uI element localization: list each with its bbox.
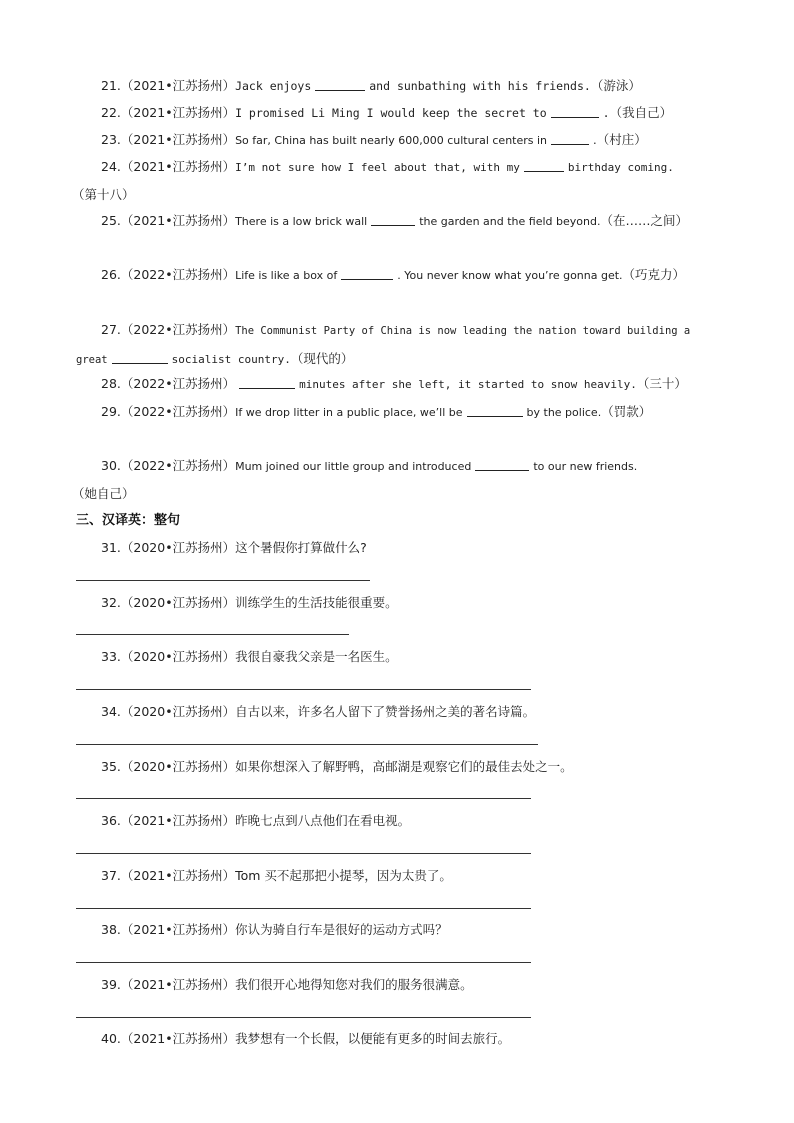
question-text: I promised Li Ming I would keep the secret to [235,106,547,120]
question-number: 29. [101,404,121,419]
question-text: 我们很开心地得知您对我们的服务很满意。 [235,977,473,992]
question-number: 35. [101,759,121,774]
answer-line[interactable] [76,853,531,854]
question-number: 36. [101,813,121,828]
question-34 [76,698,718,725]
question-26 [76,261,718,289]
question-source: （2021•江苏扬州） [120,159,236,174]
question-hint: （巧克力） [622,267,686,282]
question-39 [76,971,718,998]
question-text: 如果你想深入了解野鸭，高邮湖是观察它们的最佳去处之一。 [235,759,573,774]
answer-line[interactable] [76,962,531,963]
question-hint: （第十八） [72,187,135,202]
question-source: （2022•江苏扬州） [120,322,236,337]
question-number: 37. [101,868,121,883]
question-source: （2021•江苏扬州） [120,977,236,992]
question-number: 34. [101,704,121,719]
question-source: （2022•江苏扬州） [120,404,236,419]
question-23 [76,126,718,154]
question-38 [76,916,718,943]
answer-blank[interactable] [551,132,589,145]
question-text: 我很自豪我父亲是一名医生。 [235,649,398,664]
question-source: （2022•江苏扬州） [120,376,236,391]
question-text: Jack enjoys [235,79,312,93]
question-number: 32. [101,595,121,610]
answer-blank[interactable] [239,376,295,389]
question-text: There is a low brick wall [235,215,368,228]
question-hint: （游泳） [590,78,641,93]
question-36 [76,807,718,834]
question-hint: （罚款） [601,404,652,419]
question-28 [76,370,718,398]
question-32 [76,589,718,616]
question-source: （2020•江苏扬州） [120,540,236,555]
answer-blank[interactable] [467,404,523,417]
question-source: （2022•江苏扬州） [120,267,236,282]
question-text: 我梦想有一个长假，以便能有更多的时间去旅行。 [235,1031,511,1046]
question-source: （2020•江苏扬州） [120,595,236,610]
question-text: 你认为骑自行车是很好的运动方式吗？ [235,922,448,937]
question-27 [76,316,718,374]
question-hint: （我自己） [609,105,673,120]
question-source: （2020•江苏扬州） [120,704,236,719]
question-text: 训练学生的生活技能很重要。 [235,595,398,610]
answer-line[interactable] [76,580,370,581]
question-31 [76,534,718,561]
question-number: 40. [101,1031,121,1046]
answer-blank[interactable] [315,78,365,91]
question-hint: （村庄） [596,132,647,147]
question-text: Life is like a box of [235,269,338,282]
question-number: 27. [101,322,121,337]
question-number: 23. [101,132,121,147]
question-text: Tom 买不起那把小提琴，因为太贵了。 [235,868,452,883]
question-number: 33. [101,649,121,664]
question-22 [76,99,718,127]
question-hint: （三十） [636,376,687,391]
question-source: （2021•江苏扬州） [120,868,236,883]
question-text: . [602,106,610,120]
answer-blank[interactable] [524,159,564,172]
question-25 [76,207,718,235]
question-33 [76,643,718,670]
answer-blank[interactable] [371,213,415,226]
answer-line[interactable] [76,908,531,909]
question-40 [76,1025,718,1052]
question-number: 28. [101,376,121,391]
question-source: （2021•江苏扬州） [120,105,236,120]
question-text: . You never know what you’re gonna get. [397,269,623,282]
question-24 [72,153,718,208]
question-text: If we drop litter in a public place, we’ll be [235,406,463,419]
question-source: （2020•江苏扬州） [120,759,236,774]
question-number: 22. [101,105,121,120]
question-text: 昨晚七点到八点他们在看电视。 [235,813,411,828]
question-text: by the police. [526,406,602,419]
answer-blank[interactable] [112,351,168,364]
answer-line[interactable] [76,798,531,799]
answer-blank[interactable] [475,458,529,471]
question-number: 31. [101,540,121,555]
section-title: 三、汉译英：整句 [76,513,181,528]
answer-line[interactable] [76,1017,531,1018]
question-source: （2022•江苏扬州） [120,458,236,473]
question-source: （2020•江苏扬州） [120,649,236,664]
question-text: . [593,133,597,147]
question-35 [76,753,718,780]
question-number: 24. [101,159,121,174]
question-hint: （现代的） [290,351,354,366]
answer-blank[interactable] [341,267,393,280]
question-source: （2021•江苏扬州） [120,213,236,228]
question-hint: （在……之间） [600,213,688,228]
question-number: 26. [101,267,121,282]
question-text: 这个暑假你打算做什么? [235,540,367,555]
question-number: 25. [101,213,121,228]
question-text: 自古以来，许多名人留下了赞誉扬州之美的著名诗篇。 [235,704,536,719]
question-number: 38. [101,922,121,937]
question-number: 30. [101,458,121,473]
answer-line[interactable] [76,634,349,635]
answer-blank[interactable] [551,105,599,118]
question-text: minutes after she left, it started to snow heavily. [299,378,637,391]
question-text: The Communist Party of China is now leading the nation toward building a great [76,325,691,366]
question-number: 21. [101,78,121,93]
question-text: I’m not sure how I feel about that, with my [235,161,520,174]
answer-line[interactable] [76,744,538,745]
question-number: 39. [101,977,121,992]
answer-line[interactable] [76,689,531,690]
question-text: and sunbathing with his friends. [369,79,591,93]
question-source: （2021•江苏扬州） [120,132,236,147]
question-text: So far, China has built nearly 600,000 cultural centers in [235,134,548,147]
question-source: （2021•江苏扬州） [120,1031,236,1046]
question-source: （2021•江苏扬州） [120,78,236,93]
question-source: （2021•江苏扬州） [120,922,236,937]
question-text: the garden and the field beyond. [419,215,601,228]
question-37 [76,862,718,889]
question-text: Mum joined our little group and introduced [235,460,472,473]
question-29 [76,398,718,426]
question-text: to our new friends. [533,460,638,473]
question-text: socialist country. [171,353,291,366]
question-21 [76,72,718,100]
question-text: birthday coming. [567,161,674,174]
question-30 [72,452,718,507]
question-hint: （她自己） [72,486,135,501]
question-source: （2021•江苏扬州） [120,813,236,828]
